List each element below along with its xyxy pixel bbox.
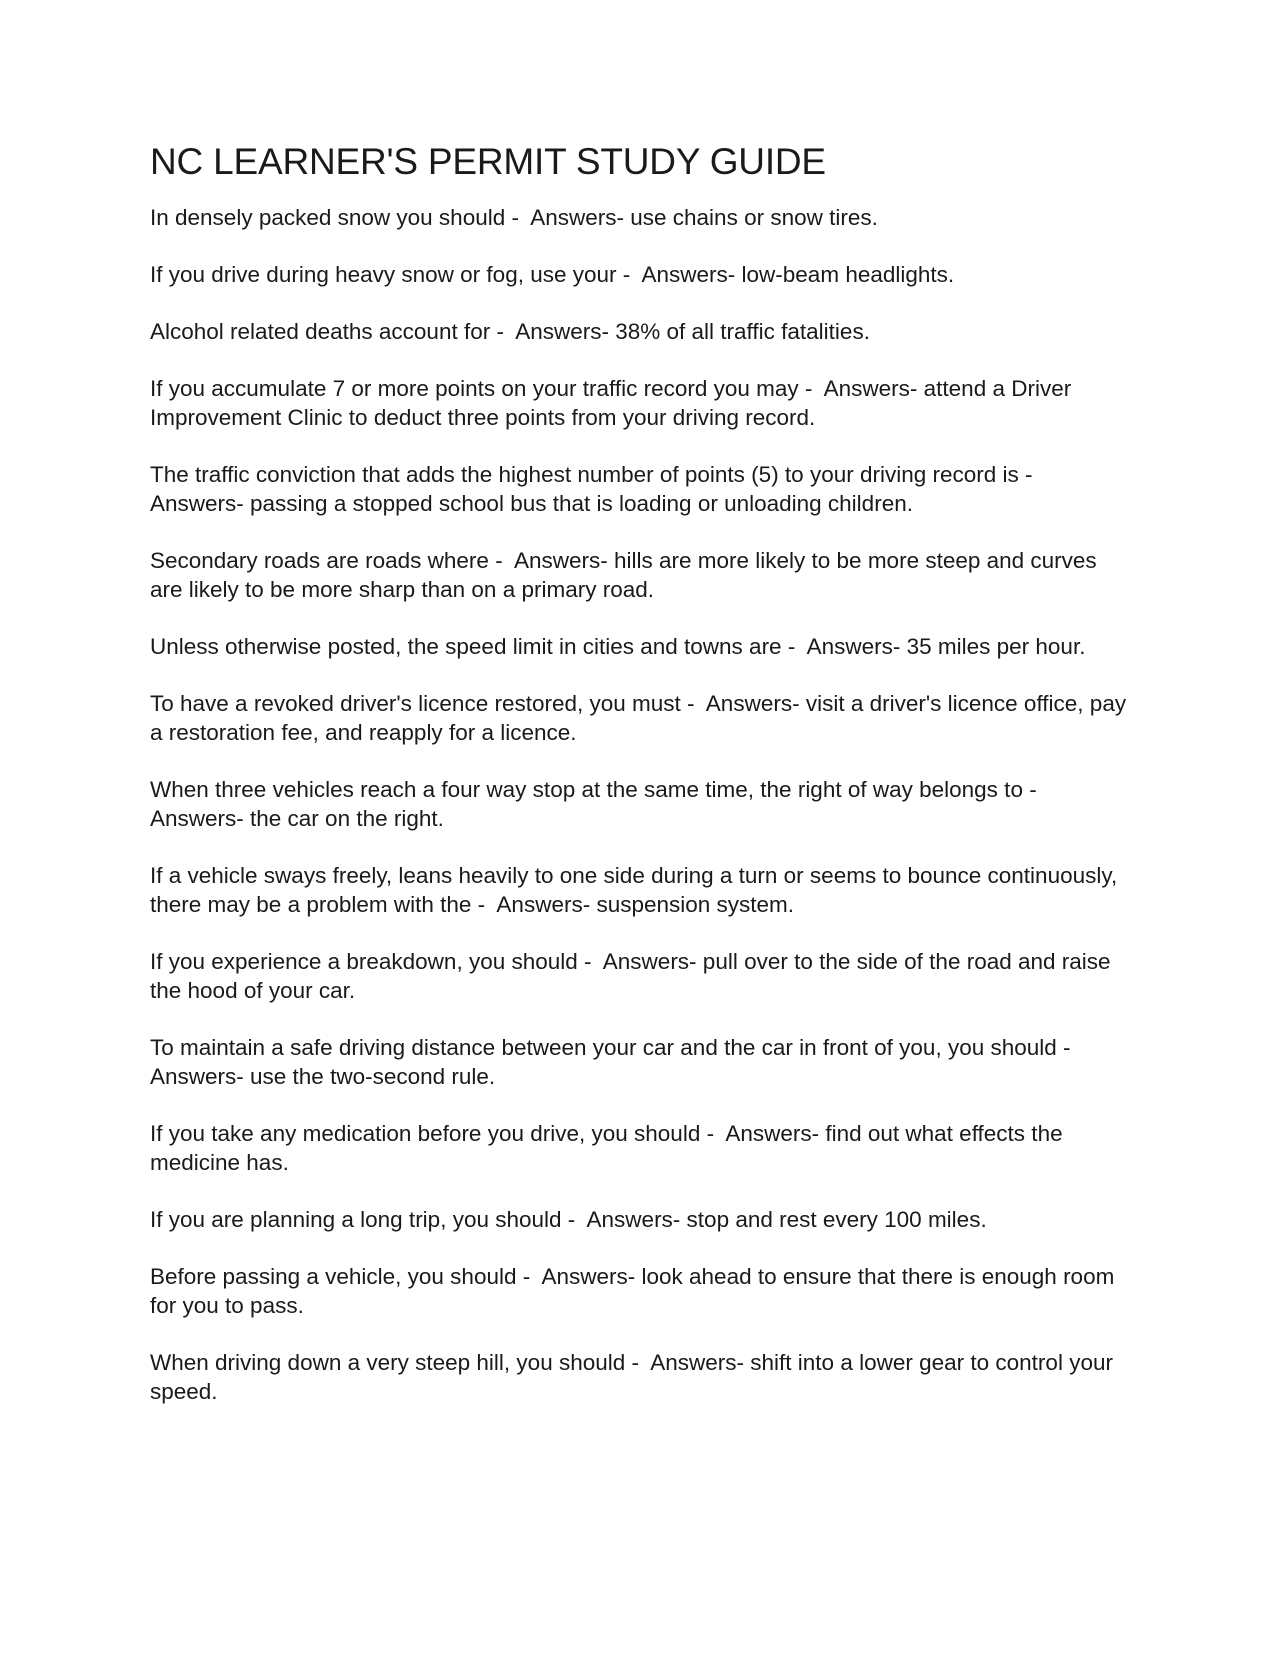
qa-item: If you experience a breakdown, you should - Answers- pull over to the side of the road and raise the hood of your car. bbox=[150, 949, 1117, 1004]
document-title: NC LEARNER'S PERMIT STUDY GUIDE bbox=[150, 141, 826, 182]
qa-item: If a vehicle sways freely, leans heavily to one side during a turn or seems to bounce continuously, there may be a problem with the - Answers- suspension system. bbox=[150, 863, 1124, 918]
qa-item: To maintain a safe driving distance between your car and the car in front of you, you should - Answers- use the two-second rule. bbox=[150, 1035, 1082, 1090]
qa-item: Alcohol related deaths account for - Answers- 38% of all traffic fatalities. bbox=[150, 319, 870, 345]
qa-item: Secondary roads are roads where - Answers- hills are more likely to be more steep and curves are likely to be more sharp than on a primary road. bbox=[150, 548, 1103, 603]
qa-item: When three vehicles reach a four way stop at the same time, the right of way belongs to - Answers- the car on the right. bbox=[150, 777, 1048, 832]
qa-list bbox=[150, 203, 1135, 1406]
qa-item: To have a revoked driver's licence restored, you must - Answers- visit a driver's licence office, pay a restoration fee, and reapply for a licence. bbox=[150, 691, 1133, 746]
qa-item: If you accumulate 7 or more points on your traffic record you may - Answers- attend a Driver Improvement Clinic to deduct three points from your driving record. bbox=[150, 376, 1078, 431]
qa-item: In densely packed snow you should - Answers- use chains or snow tires. bbox=[150, 205, 878, 231]
qa-item: If you are planning a long trip, you should - Answers- stop and rest every 100 miles. bbox=[150, 1207, 987, 1233]
qa-item: When driving down a very steep hill, you should - Answers- shift into a lower gear to control your speed. bbox=[150, 1350, 1120, 1405]
qa-item: Unless otherwise posted, the speed limit in cities and towns are - Answers- 35 miles per hour. bbox=[150, 634, 1086, 660]
qa-item: Before passing a vehicle, you should - Answers- look ahead to ensure that there is enough room for you to pass. bbox=[150, 1264, 1121, 1319]
qa-item: If you take any medication before you drive, you should - Answers- find out what effects the medicine has. bbox=[150, 1121, 1069, 1176]
document-page bbox=[150, 140, 1135, 1434]
qa-item: The traffic conviction that adds the highest number of points (5) to your driving record is - Answers- passing a stopped school bus that is loading or unloading children. bbox=[150, 462, 1044, 517]
qa-item: If you drive during heavy snow or fog, use your - Answers- low-beam headlights. bbox=[150, 262, 955, 288]
